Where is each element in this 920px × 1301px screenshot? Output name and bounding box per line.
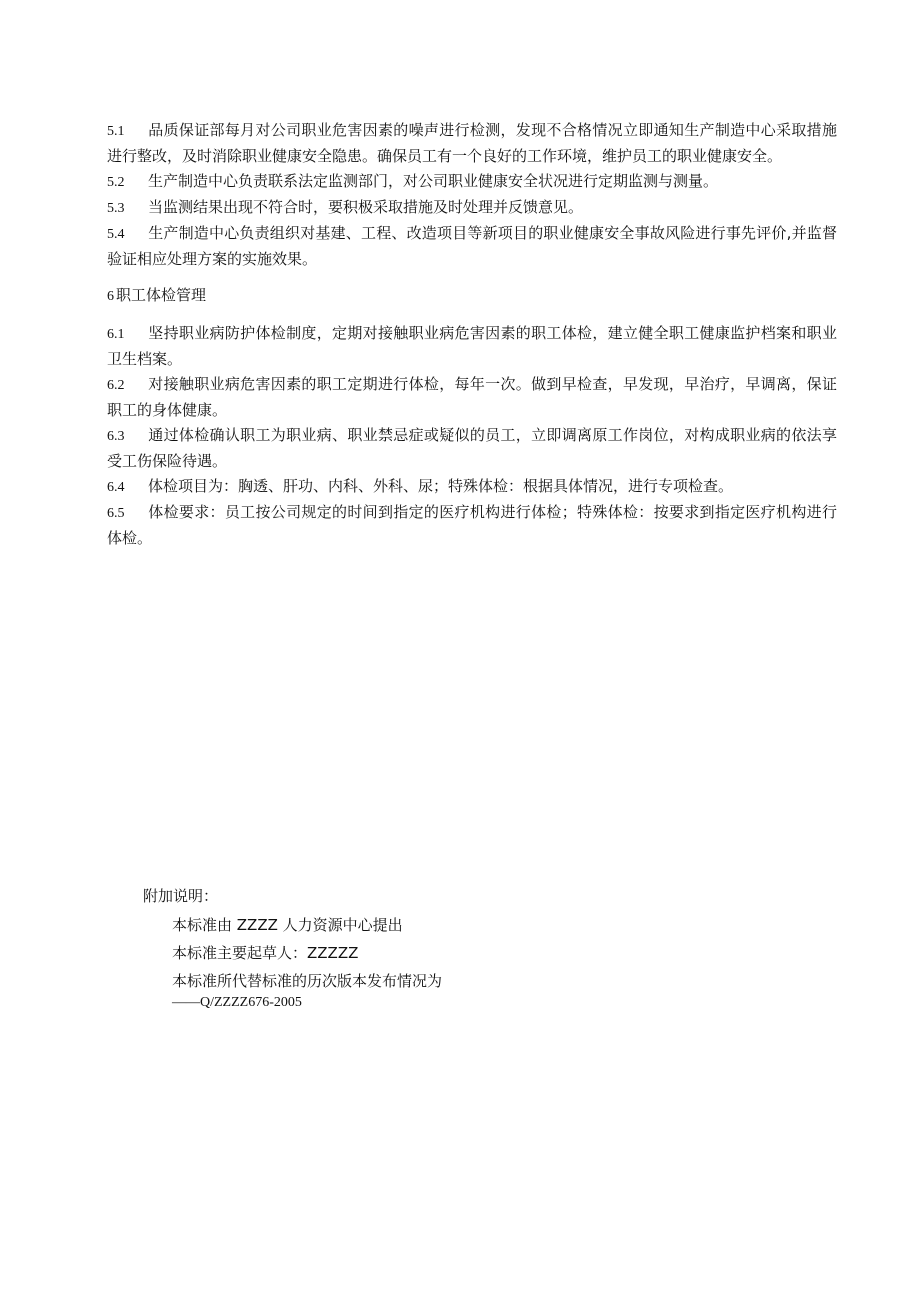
clause-text: 当监测结果出现不符合时，要积极采取措施及时处理并反馈意见。 (148, 198, 584, 216)
clause-5-2 (107, 169, 837, 195)
appendix-line-proposer: 本标准由 ZZZZ 人力资源中心提出 (172, 916, 403, 934)
clause-text: 生产制造中心负责联系法定监测部门，对公司职业健康安全状况进行定期监测与测量。 (148, 172, 719, 190)
section-title: 职工体检管理 (116, 286, 207, 304)
clause-text: 体检要求：员工按公司规定的时间到指定的医疗机构进行体检；特殊体检：按要求到指定医疗机构进行体检。 (107, 503, 837, 547)
clause-number: 6.2 (107, 378, 125, 393)
clause-text: 生产制造中心负责组织对基建、工程、改造项目等新项目的职业健康安全事故风险进行事先评价,并监督验证相应处理方案的实施效果。 (107, 224, 837, 268)
appendix-line-drafter: 本标准主要起草人：ZZZZZ (172, 944, 359, 962)
clause-number: 6.4 (107, 480, 125, 495)
appendix-line-history: 本标准所代替标准的历次版本发布情况为 (172, 972, 443, 990)
clause-number: 5.1 (107, 124, 125, 139)
clause-5-4 (107, 221, 837, 272)
clause-number: 6.1 (107, 327, 125, 342)
appendix-standard-code: ——Q/ZZZZ676-2005 (172, 995, 302, 1010)
clause-text: 品质保证部每月对公司职业危害因素的噪声进行检测，发现不合格情况立即通知生产制造中心采取措施进行整改，及时消除职业健康安全隐患。确保员工有一个良好的工作环境，维护员工的职业健康安全。 (107, 121, 837, 165)
clause-6-5 (107, 500, 837, 551)
clause-number: 5.2 (107, 175, 125, 190)
clause-text: 体检项目为：胸透、肝功、内科、外科、尿；特殊体检：根据具体情况，进行专项检查。 (148, 477, 734, 495)
document-body (107, 118, 837, 551)
clause-number: 5.3 (107, 201, 125, 216)
clause-6-2 (107, 372, 837, 423)
clause-number: 6.3 (107, 429, 125, 444)
clause-text: 坚持职业病防护体检制度，定期对接触职业病危害因素的职工体检，建立健全职工健康监护档案和职业卫生档案。 (107, 324, 837, 368)
appendix-notes (143, 882, 743, 1013)
clause-number: 5.4 (107, 227, 125, 242)
clause-text: 对接触职业病危害因素的职工定期进行体检，每年一次。做到早检查，早发现，早治疗，早调离，保证职工的身体健康。 (107, 375, 837, 419)
clause-5-1 (107, 118, 837, 169)
clause-5-3 (107, 195, 837, 221)
section-number: 6 (107, 289, 114, 304)
section-heading-6 (107, 283, 837, 309)
clause-6-1 (107, 321, 837, 372)
clause-6-4 (107, 474, 837, 500)
clause-text: 通过体检确认职工为职业病、职业禁忌症或疑似的员工，立即调离原工作岗位，对构成职业病的依法享受工伤保险待遇。 (107, 426, 837, 470)
clause-number: 6.5 (107, 506, 125, 521)
appendix-title: 附加说明： (143, 887, 219, 905)
clause-6-3 (107, 423, 837, 474)
